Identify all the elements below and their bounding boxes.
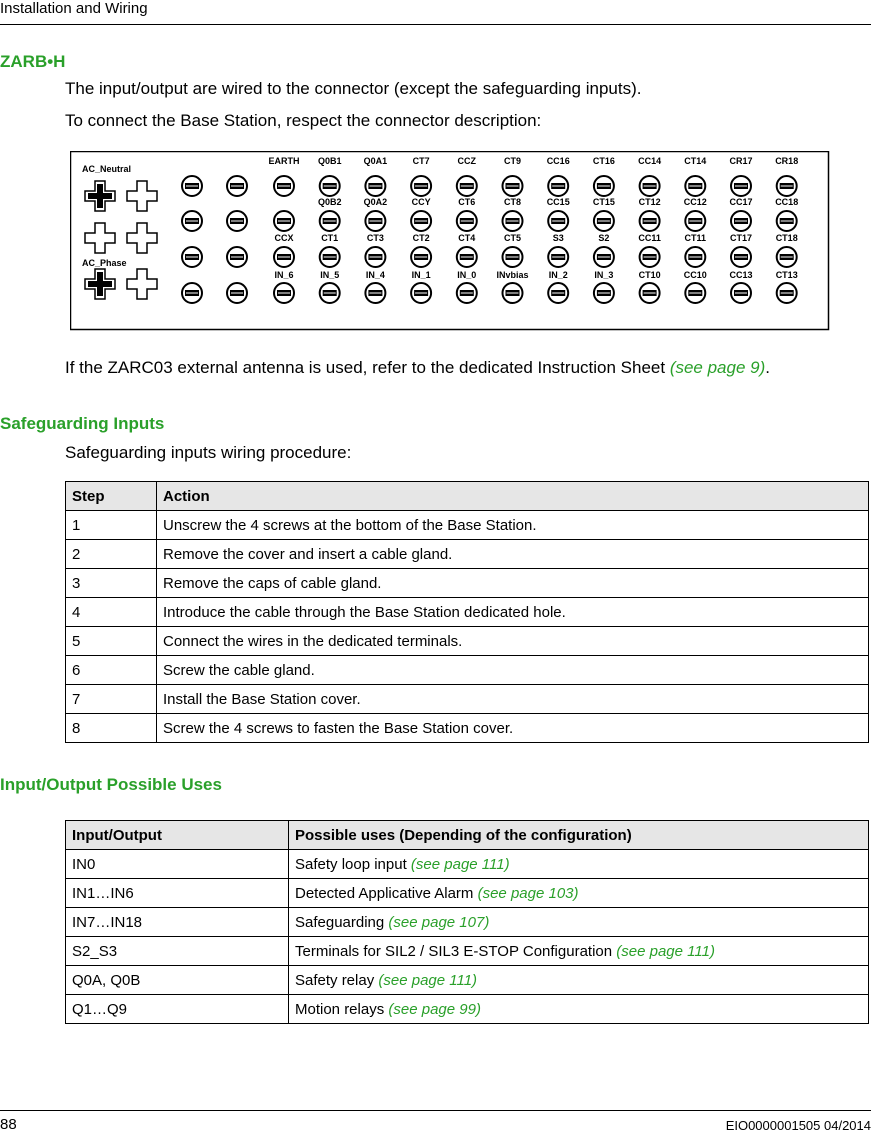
- terminal-label: CC13: [729, 270, 753, 280]
- terminal-label: CT5: [503, 233, 522, 243]
- io-name: Q1…Q9: [66, 995, 289, 1024]
- safeguarding-steps-table: [65, 481, 869, 743]
- terminal: [365, 176, 385, 196]
- terminal-label: Q0A2: [363, 197, 388, 207]
- terminal-label: CC16: [546, 156, 570, 166]
- terminal: [320, 247, 340, 267]
- blank-terminal: [182, 176, 202, 196]
- io-page-link[interactable]: (see page 111): [616, 942, 715, 960]
- table-row: [66, 995, 869, 1024]
- terminal-label: IN_2: [548, 270, 568, 280]
- terminal: [685, 176, 705, 196]
- terminal: [365, 211, 385, 231]
- step-action: Remove the cover and insert a cable gland.: [157, 540, 869, 569]
- terminal-label: CC18: [775, 197, 799, 207]
- io-name: IN7…IN18: [66, 908, 289, 937]
- step-action: Connect the wires in the dedicated terminals.: [157, 627, 869, 656]
- io-use-text: Safety loop input: [295, 855, 411, 873]
- io-use: [289, 995, 869, 1024]
- terminal-label: CC17: [729, 197, 753, 207]
- header-rule: [0, 24, 871, 25]
- table-row: [66, 569, 869, 598]
- step-action: Remove the caps of cable gland.: [157, 569, 869, 598]
- terminal-label: IN_0: [457, 270, 477, 280]
- io-name: IN1…IN6: [66, 879, 289, 908]
- terminal: [640, 176, 660, 196]
- table-row: [66, 511, 869, 540]
- table-row: [66, 937, 869, 966]
- terminal: [274, 176, 294, 196]
- table-row: [66, 879, 869, 908]
- table-header-row: [66, 482, 869, 511]
- section-heading-safeguarding: Safeguarding Inputs: [0, 414, 165, 433]
- step-number: 3: [66, 569, 157, 598]
- table-row: [66, 540, 869, 569]
- step-number: 5: [66, 627, 157, 656]
- step-action: Screw the cable gland.: [157, 656, 869, 685]
- terminal: [640, 247, 660, 267]
- terminal: [274, 283, 294, 303]
- step-action: Introduce the cable through the Base Station dedicated hole.: [157, 598, 869, 627]
- terminal: [411, 176, 431, 196]
- terminal-label: EARTH: [268, 156, 300, 166]
- page-number: 88: [0, 1116, 17, 1133]
- section-heading-io: Input/Output Possible Uses: [0, 775, 222, 794]
- terminal: [777, 176, 797, 196]
- terminal: [320, 176, 340, 196]
- io-name: IN0: [66, 850, 289, 879]
- io-name: Q0A, Q0B: [66, 966, 289, 995]
- terminal-label: CT9: [503, 156, 522, 166]
- table-row: [66, 627, 869, 656]
- terminal: [548, 283, 568, 303]
- table-row: [66, 685, 869, 714]
- running-header: Installation and Wiring: [0, 0, 148, 17]
- blank-terminal: [227, 283, 247, 303]
- terminal-label: IN_6: [274, 270, 294, 280]
- io-page-link[interactable]: (see page 103): [477, 884, 579, 902]
- terminal: [457, 283, 477, 303]
- io-use: [289, 850, 869, 879]
- terminal: [503, 176, 523, 196]
- terminal: [365, 247, 385, 267]
- terminal-label: CC12: [683, 197, 707, 207]
- step-number: 8: [66, 714, 157, 743]
- terminal-label: CT12: [638, 197, 661, 207]
- terminal: [503, 247, 523, 267]
- io-uses-table: [65, 820, 869, 1024]
- zarb-paragraph-2: To connect the Base Station, respect the connector description:: [65, 111, 542, 130]
- terminal: [594, 283, 614, 303]
- terminal-label: CT8: [503, 197, 522, 207]
- terminal: [503, 283, 523, 303]
- terminal-label: S3: [552, 233, 564, 243]
- terminal: [594, 176, 614, 196]
- terminal: [365, 283, 385, 303]
- blank-terminal: [182, 211, 202, 231]
- zarb-paragraph-1: The input/output are wired to the connector (except the safeguarding inputs).: [65, 79, 642, 98]
- terminal: [411, 283, 431, 303]
- antenna-page-link[interactable]: (see page 9): [669, 358, 766, 377]
- terminal-label: CC11: [638, 233, 661, 243]
- terminal-label: CT16: [592, 156, 615, 166]
- terminal-label: CT4: [458, 233, 476, 243]
- terminal-label: CT6: [458, 197, 476, 207]
- terminal: [731, 176, 751, 196]
- terminal-label: CC15: [546, 197, 570, 207]
- ac-phase-label: AC_Phase: [82, 258, 127, 268]
- terminal: [777, 283, 797, 303]
- io-use-text: Safety relay: [295, 971, 379, 989]
- antenna-note: [65, 358, 770, 378]
- terminal: [640, 283, 660, 303]
- terminal-label: CT14: [684, 156, 707, 166]
- step-number: 4: [66, 598, 157, 627]
- step-number: 2: [66, 540, 157, 569]
- terminal-label: INvbias: [496, 270, 529, 280]
- terminal: [640, 211, 660, 231]
- document-reference: EIO0000001505 04/2014: [725, 1118, 871, 1133]
- step-number: 1: [66, 511, 157, 540]
- terminal: [411, 211, 431, 231]
- terminal-label: CCY: [411, 197, 431, 207]
- step-number: 6: [66, 656, 157, 685]
- terminal: [777, 247, 797, 267]
- io-column-header: Input/Output: [66, 821, 289, 850]
- antenna-text: If the ZARC03 external antenna is used, refer to the dedicated Instruction Sheet: [65, 358, 670, 377]
- terminal: [685, 247, 705, 267]
- io-page-link[interactable]: (see page 107): [388, 913, 490, 931]
- io-use-text: Detected Applicative Alarm: [295, 884, 478, 902]
- io-use-text: Safeguarding: [295, 913, 389, 931]
- ac-neutral-label: AC_Neutral: [82, 164, 132, 174]
- terminal-label: CT11: [684, 233, 707, 243]
- terminal: [274, 211, 294, 231]
- terminal: [685, 283, 705, 303]
- terminal: [503, 211, 523, 231]
- table-row: [66, 908, 869, 937]
- step-column-header: Step: [66, 482, 157, 511]
- terminal-label: CCX: [274, 233, 294, 243]
- io-name: S2_S3: [66, 937, 289, 966]
- terminal-label: IN_3: [594, 270, 614, 280]
- io-use: [289, 908, 869, 937]
- terminal-label: CT18: [775, 233, 798, 243]
- table-row: [66, 656, 869, 685]
- terminal: [457, 247, 477, 267]
- step-number: 7: [66, 685, 157, 714]
- table-row: [66, 850, 869, 879]
- terminal: [777, 211, 797, 231]
- blank-terminal: [227, 176, 247, 196]
- connector-diagram: [70, 151, 830, 331]
- io-page-link[interactable]: (see page 111): [378, 971, 478, 989]
- terminal-label: CT15: [592, 197, 615, 207]
- uses-column-header: Possible uses (Depending of the configuration): [289, 821, 869, 850]
- terminal-label: IN_1: [411, 270, 431, 280]
- io-use: [289, 937, 869, 966]
- terminal-label: Q0B1: [317, 156, 342, 166]
- terminal: [320, 283, 340, 303]
- terminal: [594, 247, 614, 267]
- terminal-label: CT17: [729, 233, 753, 243]
- table-row: [66, 598, 869, 627]
- terminal-label: CT3: [366, 233, 384, 243]
- terminal: [457, 211, 477, 231]
- terminal-label: CT1: [321, 233, 339, 243]
- io-use: [289, 879, 869, 908]
- io-page-link[interactable]: (see page 111): [410, 855, 510, 873]
- terminal: [731, 247, 751, 267]
- terminal: [548, 211, 568, 231]
- io-page-link[interactable]: (see page 99): [388, 1000, 481, 1018]
- terminal-label: IN_5: [320, 270, 340, 280]
- terminal: [731, 283, 751, 303]
- terminal-label: Q0B2: [317, 197, 342, 207]
- blank-terminal: [227, 247, 247, 267]
- step-action: Screw the 4 screws to fasten the Base Station cover.: [157, 714, 869, 743]
- terminal: [548, 247, 568, 267]
- table-header-row: [66, 821, 869, 850]
- terminal: [731, 211, 751, 231]
- action-column-header: Action: [157, 482, 869, 511]
- terminal-label: S2: [598, 233, 610, 243]
- io-use: [289, 966, 869, 995]
- table-row: [66, 714, 869, 743]
- step-action: Install the Base Station cover.: [157, 685, 869, 714]
- terminal-label: CT2: [412, 233, 430, 243]
- terminal: [594, 211, 614, 231]
- blank-terminal: [227, 211, 247, 231]
- table-row: [66, 966, 869, 995]
- terminal-label: CC10: [683, 270, 707, 280]
- terminal: [274, 247, 294, 267]
- terminal: [685, 211, 705, 231]
- terminal: [457, 176, 477, 196]
- connector-outline: [71, 152, 829, 330]
- terminal-label: CT10: [638, 270, 661, 280]
- terminal-label: IN_4: [365, 270, 385, 280]
- section-heading-zarb: ZARB•H: [0, 52, 66, 71]
- terminal: [411, 247, 431, 267]
- step-action: Unscrew the 4 screws at the bottom of the Base Station.: [157, 511, 869, 540]
- terminal-label: CT13: [775, 270, 798, 280]
- io-use-text: Terminals for SIL2 / SIL3 E-STOP Configuration: [295, 942, 617, 960]
- terminal-label: CCZ: [457, 156, 477, 166]
- io-use-text: Motion relays: [295, 1000, 389, 1018]
- blank-terminal: [182, 247, 202, 267]
- terminal-label: Q0A1: [363, 156, 388, 166]
- terminal-label: CR18: [775, 156, 799, 166]
- terminal-label: CC14: [638, 156, 662, 166]
- terminal-label: CT7: [412, 156, 430, 166]
- terminal: [548, 176, 568, 196]
- terminal-label: CR17: [729, 156, 753, 166]
- blank-terminal: [182, 283, 202, 303]
- terminal: [320, 211, 340, 231]
- footer-rule: [0, 1110, 871, 1111]
- safeguarding-intro: Safeguarding inputs wiring procedure:: [65, 443, 352, 462]
- antenna-period: .: [765, 358, 770, 377]
